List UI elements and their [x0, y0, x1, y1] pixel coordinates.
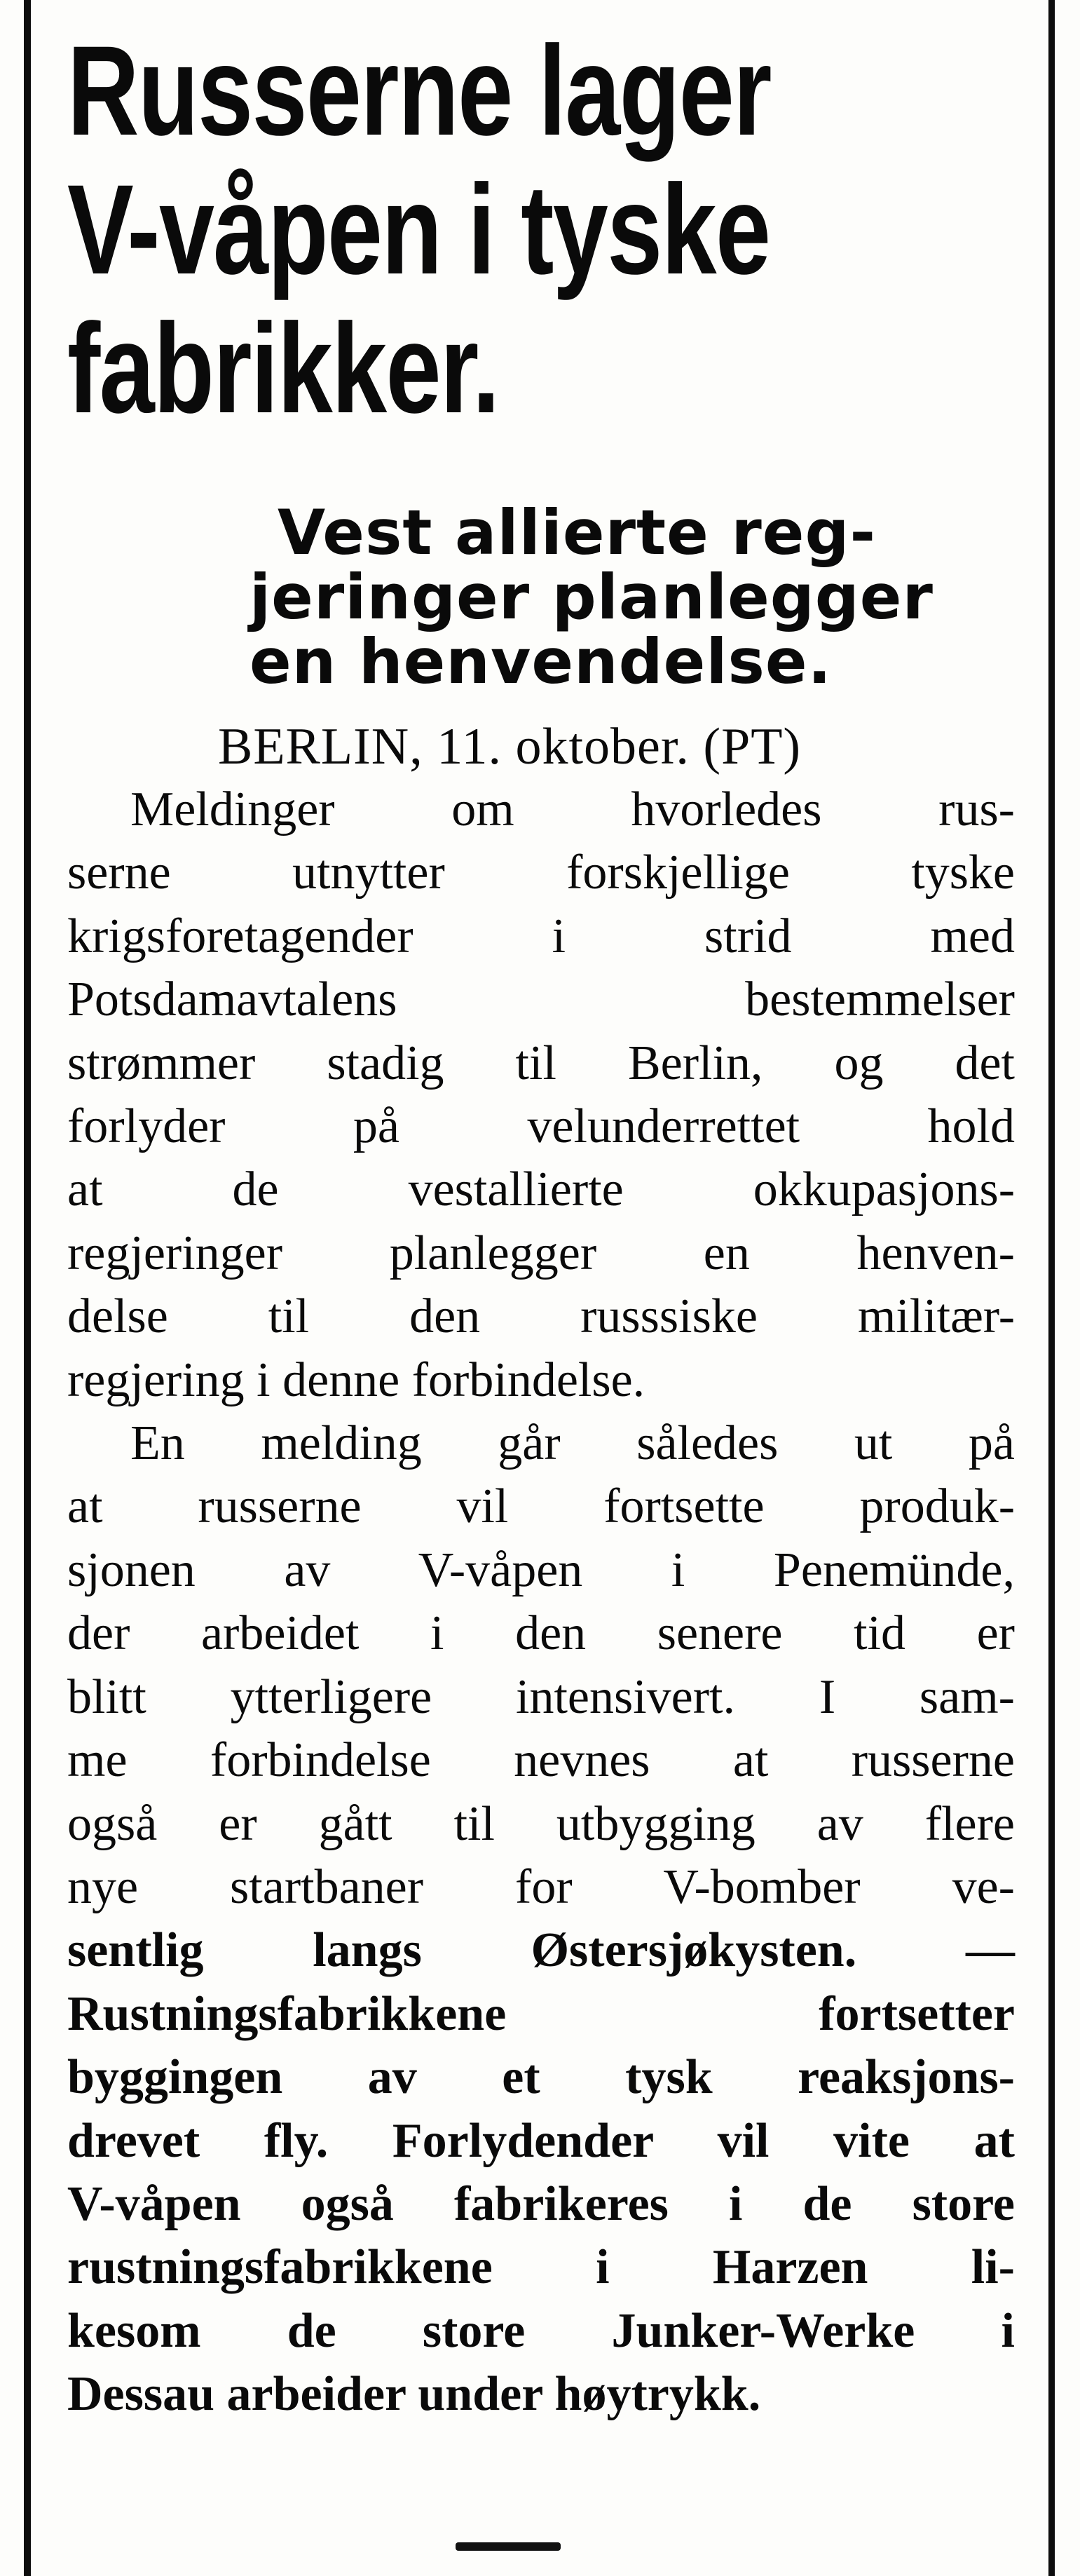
subheadline-line: jeringer planlegger: [250, 561, 934, 633]
headline: [67, 21, 1008, 438]
text-line: forlyder på velunderrettet hold: [67, 1099, 1015, 1154]
text-line: også er gått til utbygging av flere: [67, 1796, 1015, 1851]
subheadline-line: en henvendelse.: [250, 625, 832, 698]
column-rule-left: [24, 0, 31, 2576]
text-line: sjonen av V-våpen i Penemünde,: [67, 1543, 1015, 1597]
text-line: at russerne vil fortsette produk-: [67, 1479, 1015, 1534]
text-line: drevet fly. Forlydender vil vite at: [67, 2113, 1015, 2168]
end-rule: [456, 2542, 561, 2551]
text-line: Potsdamavtalens bestemmelser: [67, 972, 1015, 1027]
text-line: En melding går således ut på: [130, 1416, 1015, 1471]
text-line: serne utnytter forskjellige tyske: [67, 846, 1015, 900]
text-line: regjeringer planlegger en henven-: [67, 1226, 1015, 1280]
paragraph-2: [67, 1412, 1015, 2427]
text-line: byggingen av et tysk reaksjons-: [67, 2050, 1015, 2105]
text-line: delse til den russsiske militær-: [67, 1289, 1015, 1344]
text-line: Dessau arbeider under høytrykk.: [67, 2367, 761, 2422]
column-rule-right: [1048, 0, 1055, 2576]
text-line: at de vestallierte okkupasjons-: [67, 1162, 1015, 1217]
paragraph-1: [67, 778, 1015, 1412]
text-line: me forbindelse nevnes at russerne: [67, 1733, 1015, 1788]
headline-line: V-våpen i tyske: [67, 158, 770, 301]
text-line: Meldinger om hvorledes rus-: [130, 782, 1015, 836]
text-line: krigsforetagender i strid med: [67, 909, 1015, 963]
subheadline: [250, 496, 1034, 698]
text-line: rustningsfabrikkene i Harzen li-: [67, 2240, 1015, 2295]
text-line: blitt ytterligere intensivert. I sam-: [67, 1669, 1015, 1724]
dateline: BERLIN, 11. oktober. (PT): [218, 718, 802, 775]
text-line: regjering i denne forbindelse.: [67, 1353, 645, 1407]
subheadline-line: Vest allierte reg-: [278, 496, 876, 569]
article: [67, 21, 1015, 2427]
text-line: strømmer stadig til Berlin, og det: [67, 1036, 1015, 1090]
text-line: sentlig langs Østersjøkysten. —: [67, 1923, 1015, 1978]
text-line: Rustningsfabrikkene fortsetter: [67, 1986, 1015, 2041]
headline-line: Russerne lager: [67, 19, 771, 162]
text-line: kesom de store Junker-Werke i: [67, 2303, 1015, 2358]
text-line: der arbeidet i den senere tid er: [67, 1606, 1015, 1661]
text-line: nye startbaner for V-bomber ve-: [67, 1859, 1015, 1914]
headline-line: fabrikker.: [67, 297, 499, 440]
text-line: V-våpen også fabrikeres i de store: [67, 2176, 1015, 2231]
